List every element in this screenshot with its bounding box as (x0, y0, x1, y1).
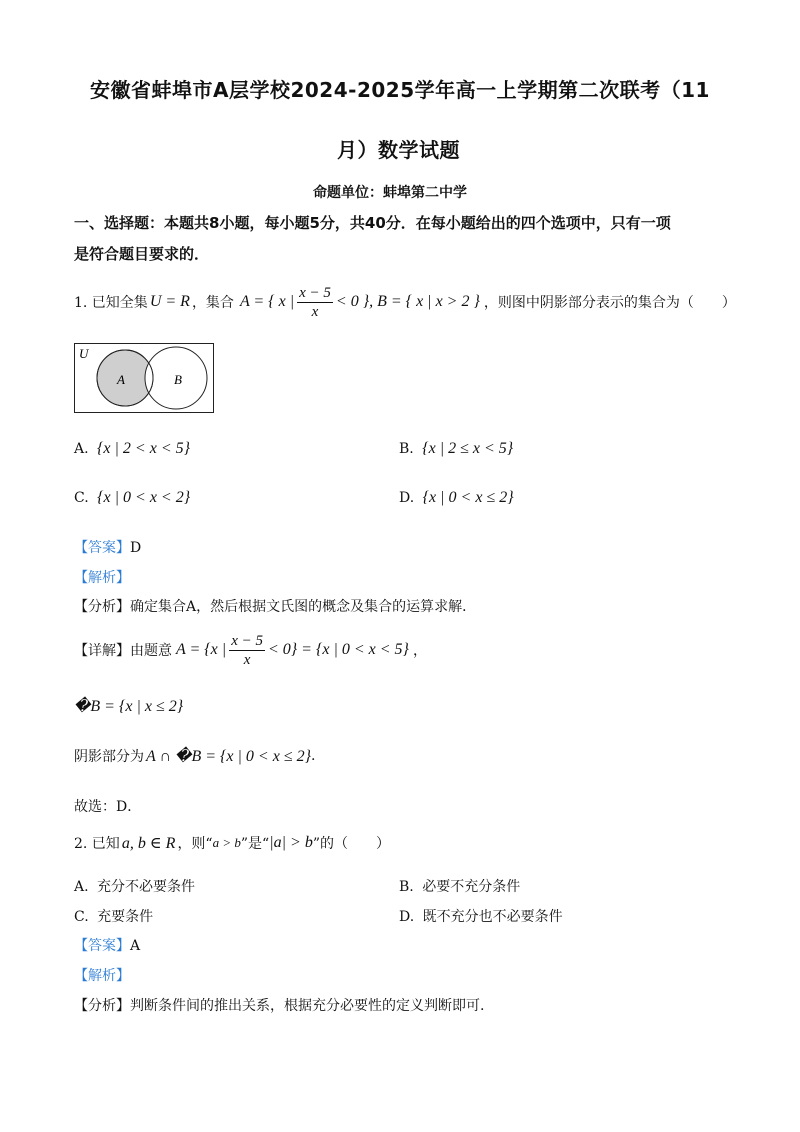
q1-setA-tail: < 0 }, B = { x | x > 2 } (335, 293, 480, 310)
q2-fenxi (74, 995, 484, 1015)
answer-tag: 【答案】 (74, 540, 130, 556)
section-heading-line1: 一、选择题：本题共8小题，每小题5分，共40分．在每小题给出的四个选项中，只有一项 (74, 214, 671, 232)
q1-prefix: 1. 已知全集 (74, 295, 148, 311)
q1-mid: ，集合 (191, 295, 234, 311)
question-1-stem (74, 280, 736, 324)
option-letter: B. (399, 441, 414, 457)
q1-answer (74, 537, 141, 557)
venn-label-b: B (174, 372, 182, 387)
q2-option-c[interactable] (74, 906, 153, 926)
detail-frac-den: x (243, 651, 251, 668)
q1-shaded-result (74, 746, 315, 766)
q1-fenxi (74, 596, 476, 616)
option-text: 必要不充分条件 (422, 879, 521, 895)
option-letter: C. (74, 909, 89, 925)
venn-diagram (74, 343, 214, 413)
q2-mid2: ”是“ (240, 836, 270, 852)
q1-suffix: ，则图中阴影部分表示的集合为（ ） (483, 295, 736, 311)
section-heading-line2: 是符合题目要求的． (74, 245, 210, 263)
option-letter: D. (399, 490, 415, 506)
shade-expr: A ∩ �B = {x | 0 < x ≤ 2} (146, 748, 311, 765)
option-letter: A. (74, 879, 89, 895)
q2-option-d[interactable] (399, 906, 563, 926)
q2-option-b[interactable] (399, 876, 520, 896)
fenxi-text: 判断条件间的推出关系，根据充分必要性的定义判断即可. (130, 998, 485, 1014)
q2-answer (74, 935, 140, 955)
detail-comma: ， (412, 643, 427, 659)
q2-mid1: ，则“ (177, 836, 213, 852)
question-2-stem (74, 833, 390, 853)
q2-suffix: ”的（ ） (312, 836, 390, 852)
q1-option-d[interactable] (399, 489, 514, 507)
q1-option-a[interactable] (74, 440, 190, 458)
option-letter: B. (399, 879, 414, 895)
q1-option-c[interactable] (74, 489, 190, 507)
shade-end: . (311, 748, 316, 764)
option-text: 充分不必要条件 (97, 879, 196, 895)
q2-option-a[interactable] (74, 876, 195, 896)
q1-analysis-tag: 【解析】 (74, 570, 130, 586)
detail-frac-num: x − 5 (231, 632, 263, 649)
q2-q: |a| > b (269, 834, 313, 851)
q2-cond: a, b ∈ R (121, 835, 176, 852)
page-title-line2: 月）数学试题 (337, 138, 460, 162)
detail-tag: 【详解】 (74, 643, 130, 659)
fenxi-tag: 【分析】 (74, 998, 130, 1014)
detail-set-tail: < 0} = {x | 0 < x < 5} (267, 641, 409, 658)
q1-setA-head: A = { x | (239, 293, 295, 310)
q1-complement-b: �B = {x | x ≤ 2} (74, 698, 184, 715)
option-letter: A. (74, 441, 89, 457)
fenxi-tag: 【分析】 (74, 599, 130, 615)
answer-value: A (130, 938, 141, 954)
detail-fraction (229, 632, 265, 669)
option-text: {x | 2 ≤ x < 5} (422, 440, 514, 457)
venn-label-a: A (117, 372, 125, 387)
option-text: 充要条件 (97, 909, 154, 925)
answer-tag: 【答案】 (74, 938, 130, 954)
option-text: 既不充分也不必要条件 (422, 909, 563, 925)
q1-universe: U = R (149, 293, 190, 310)
q1-detail (74, 628, 427, 672)
option-letter: C. (74, 490, 89, 506)
fenxi-text: 确定集合A，然后根据文氏图的概念及集合的运算求解． (130, 599, 477, 615)
venn-label-u: U (79, 346, 89, 361)
option-letter: D. (399, 909, 415, 925)
q2-p: a > b (212, 835, 241, 850)
q1-choice: 故选：D． (74, 799, 142, 815)
detail-pre: 由题意 (130, 643, 172, 659)
option-text: {x | 2 < x < 5} (97, 440, 191, 457)
q2-analysis-tag: 【解析】 (74, 968, 130, 984)
q2-prefix: 2. 已知 (74, 836, 120, 852)
option-text: {x | 0 < x ≤ 2} (422, 489, 514, 506)
author-unit: 命题单位：蚌埠第二中学 (313, 185, 467, 201)
detail-set-head: A = {x | (176, 641, 227, 658)
q1-option-b[interactable] (399, 440, 513, 458)
answer-value: D (130, 540, 142, 556)
q1-fraction (297, 284, 333, 321)
shade-pre: 阴影部分为 (74, 749, 144, 765)
page-title-line1: 安徽省蚌埠市A层学校2024-2025学年高一上学期第二次联考（11 (90, 78, 710, 102)
q1-frac-den: x (311, 303, 319, 320)
option-text: {x | 0 < x < 2} (97, 489, 191, 506)
q1-frac-num: x − 5 (299, 284, 331, 301)
